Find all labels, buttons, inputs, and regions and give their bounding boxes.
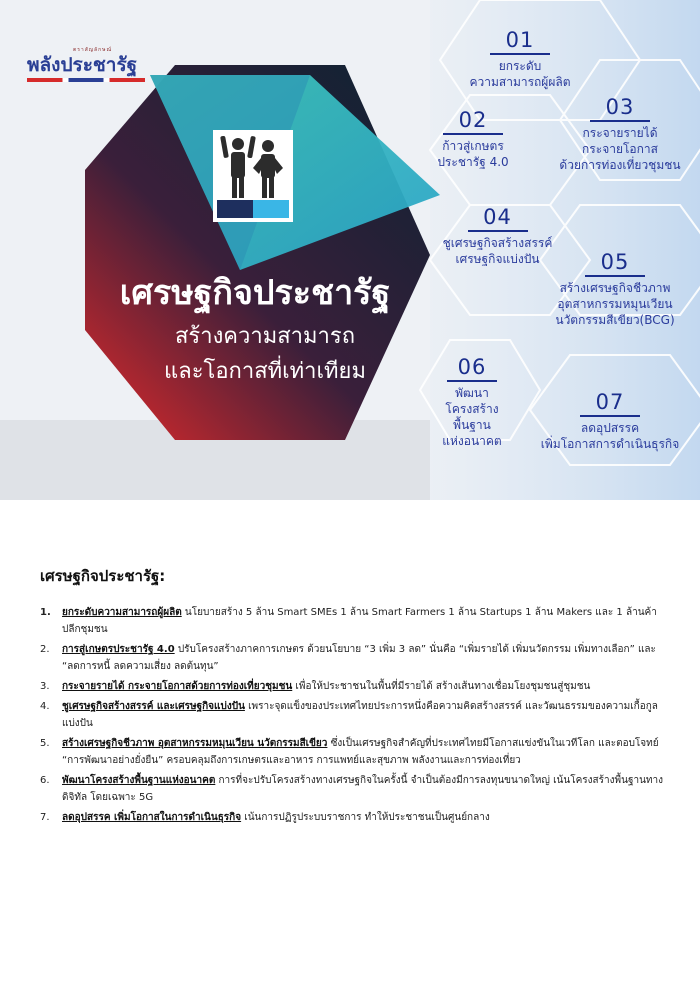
logo-text: พลังประชารัฐ	[27, 54, 138, 76]
pillar-01	[455, 28, 585, 90]
pillar-number: 02	[458, 108, 488, 132]
list-item	[40, 641, 670, 675]
pillar-line: ชูเศรษฐกิจสร้างสรรค์	[442, 236, 553, 250]
pillar-line: กระจายโอกาส	[582, 142, 658, 156]
item-text: การที่จะปรับโครงสร้างทางเศรษฐกิจในครั้งนี้ จำเป็นต้องมีการลงทุนขนาดใหญ่ เน้นโครงสร้างพื้นฐานทางดิจิทัล โดยเฉพาะ 5G	[62, 775, 663, 803]
item-highlight: ยกระดับความสามารถผู้ผลิต	[62, 607, 182, 618]
list-item	[40, 698, 670, 732]
pillar-rule	[443, 133, 503, 135]
pillar-number: 04	[483, 205, 512, 229]
logo-tag: ตราสัญลักษณ์	[73, 47, 113, 53]
pillar-line: กระจายรายได้	[582, 126, 658, 140]
hero-title: เศรษฐกิจประชารัฐ	[119, 273, 391, 313]
list-item	[40, 735, 670, 769]
pillar-line: ด้วยการท่องเที่ยวชุมชน	[559, 158, 681, 172]
pillar-line: สร้างเศรษฐกิจชีวภาพ	[559, 281, 671, 295]
pillar-rule	[590, 120, 650, 122]
pillar-line: ความสามารถผู้ผลิต	[469, 75, 571, 89]
item-highlight: พัฒนาโครงสร้างพื้นฐานแห่งอนาคต	[62, 775, 216, 786]
pillar-line: เพิ่มโอกาสการดำเนินธุรกิจ	[540, 437, 680, 451]
item-number: 3.	[40, 681, 50, 692]
item-number: 1.	[40, 607, 51, 618]
list-item	[40, 604, 670, 638]
pillar-line: นวัตกรรมสีเขียว(BCG)	[555, 313, 675, 327]
brand-logo	[27, 46, 145, 90]
item-highlight: ลดอุปสรรค เพิ่มโอกาสในการดำเนินธุรกิจ	[62, 812, 242, 823]
pillar-rule	[468, 230, 528, 232]
item-text: ปรับโครงสร้างภาคการเกษตร ด้วยนโยบาย “3 เพิ่ม 3 ลด” นั่นคือ “เพิ่มรายได้ เพิ่มนวัตกรรม เพิ่มทางเลือก” และ “ลดการหนี้ ลดความเสี่ยง ลดต้นทุน”	[62, 644, 656, 672]
item-highlight: การสู่เกษตรประชารัฐ 4.0	[62, 644, 175, 655]
pillar-rule	[580, 415, 640, 417]
pillar-line: โครงสร้าง	[445, 402, 499, 416]
list-item	[40, 809, 670, 826]
pillar-line: ก้าวสู่เกษตร	[442, 139, 504, 153]
pillar-number: 05	[600, 250, 630, 274]
pillar-05	[545, 250, 685, 328]
item-highlight: ชูเศรษฐกิจสร้างสรรค์ และเศรษฐกิจแบ่งปัน	[62, 701, 245, 712]
item-text: เน้นการปฏิรูประบบราชการ ทำให้ประชาชนเป็นศูนย์กลาง	[241, 812, 490, 823]
pillar-number: 03	[605, 95, 635, 119]
section-title: เศรษฐกิจประชารัฐ:	[40, 567, 166, 585]
pillar-03	[555, 95, 685, 173]
item-number: 5.	[40, 738, 50, 749]
hero-subtitle-line2: และโอกาสที่เท่าเทียม	[164, 359, 366, 384]
pillar-line: อุตสาหกรรมหมุนเวียน	[557, 297, 673, 311]
pillar-line: ประชารัฐ 4.0	[437, 155, 509, 169]
item-number: 7.	[40, 812, 50, 823]
policy-section	[0, 500, 700, 991]
policy-list	[40, 604, 670, 829]
pillar-rule	[490, 53, 550, 55]
list-item	[40, 678, 670, 695]
pillar-line: พื้นฐาน	[453, 418, 491, 432]
item-text: เพราะจุดแข็งของประเทศไทยประการหนึ่งคือความคิดสร้างสรรค์ และวัฒนธรรมของความเกื้อกูลแบ่งปัน	[62, 701, 658, 729]
pillar-line: แห่งอนาคต	[442, 434, 502, 448]
pillar-02	[418, 108, 528, 170]
item-number: 2.	[40, 644, 50, 655]
pillar-number: 01	[505, 28, 535, 52]
item-text: นโยบายสร้าง 5 ล้าน Smart SMEs 1 ล้าน Smart Farmers 1 ล้าน Startups 1 ล้าน Makers และ 1 ล้านค้าปลีกชุมชน	[62, 607, 657, 635]
item-highlight: สร้างเศรษฐกิจชีวภาพ อุตสาหกรรมหมุนเวียน นวัตกรรมสีเขียว	[62, 738, 328, 749]
pillar-07	[530, 390, 690, 452]
item-text: ซึ่งเป็นเศรษฐกิจสำคัญที่ประเทศไทยมีโอกาสแข่งขันในเวทีโลก และตอบโจทย์ “การพัฒนาอย่างยั่งยืน” ครอบคลุมถึงการเกษตรและอาหาร การแพทย์และสุขภาพ พลังงานและการท่องเที่ยว	[62, 738, 659, 766]
pillar-rule	[585, 275, 645, 277]
pillar-06	[432, 355, 512, 449]
item-text: เพื่อให้ประชาชนในพื้นที่มีรายได้ สร้างเส้นทางเชื่อมโยงชุมชนสู่ชุมชน	[292, 681, 591, 692]
pillar-number: 06	[457, 355, 487, 379]
people-podium-icon	[213, 130, 293, 222]
pillar-line: พัฒนา	[455, 386, 489, 400]
pillar-line: ยกระดับ	[498, 59, 542, 73]
list-item	[40, 772, 670, 806]
pillar-number: 07	[595, 390, 625, 414]
item-highlight: กระจายรายได้ กระจายโอกาสด้วยการท่องเที่ยวชุมชน	[62, 681, 293, 692]
hero-subtitle-line1: สร้างความสามารถ	[174, 324, 356, 349]
logo-flag-bar	[27, 78, 145, 82]
pillar-rule	[447, 380, 497, 382]
item-number: 4.	[40, 701, 50, 712]
pillar-line: ลดอุปสรรค	[580, 421, 640, 435]
pillar-line: เศรษฐกิจแบ่งปัน	[455, 252, 540, 266]
item-number: 6.	[40, 775, 50, 786]
